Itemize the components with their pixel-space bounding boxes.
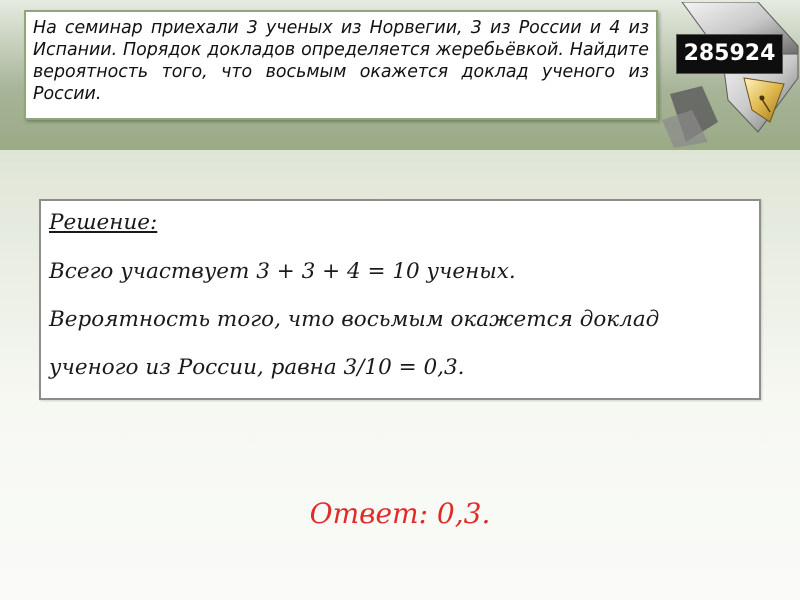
solution-line-3: ученого из России, равна 3/10 = 0,3. <box>49 355 465 380</box>
answer-text: Ответ: 0,3. <box>309 497 491 530</box>
solution-heading: Решение: <box>49 210 158 235</box>
solution-line-1: Всего участвует 3 + 3 + 4 = 10 ученых. <box>49 259 516 284</box>
solution-line-2: Вероятность того, что восьмым окажется доклад <box>49 307 660 332</box>
problem-text: На семинар приехали 3 ученых из Норвегии, 3 из России и 4 из Испании. Порядок докладов определяется жеребьёвкой. Найдите вероятность того, что восьмым окажется доклад ученого из России. <box>33 18 649 104</box>
fountain-pen-icon <box>662 2 800 148</box>
solution-box <box>39 199 761 400</box>
problem-number-badge: 285924 <box>676 34 783 74</box>
problem-statement <box>24 10 658 120</box>
